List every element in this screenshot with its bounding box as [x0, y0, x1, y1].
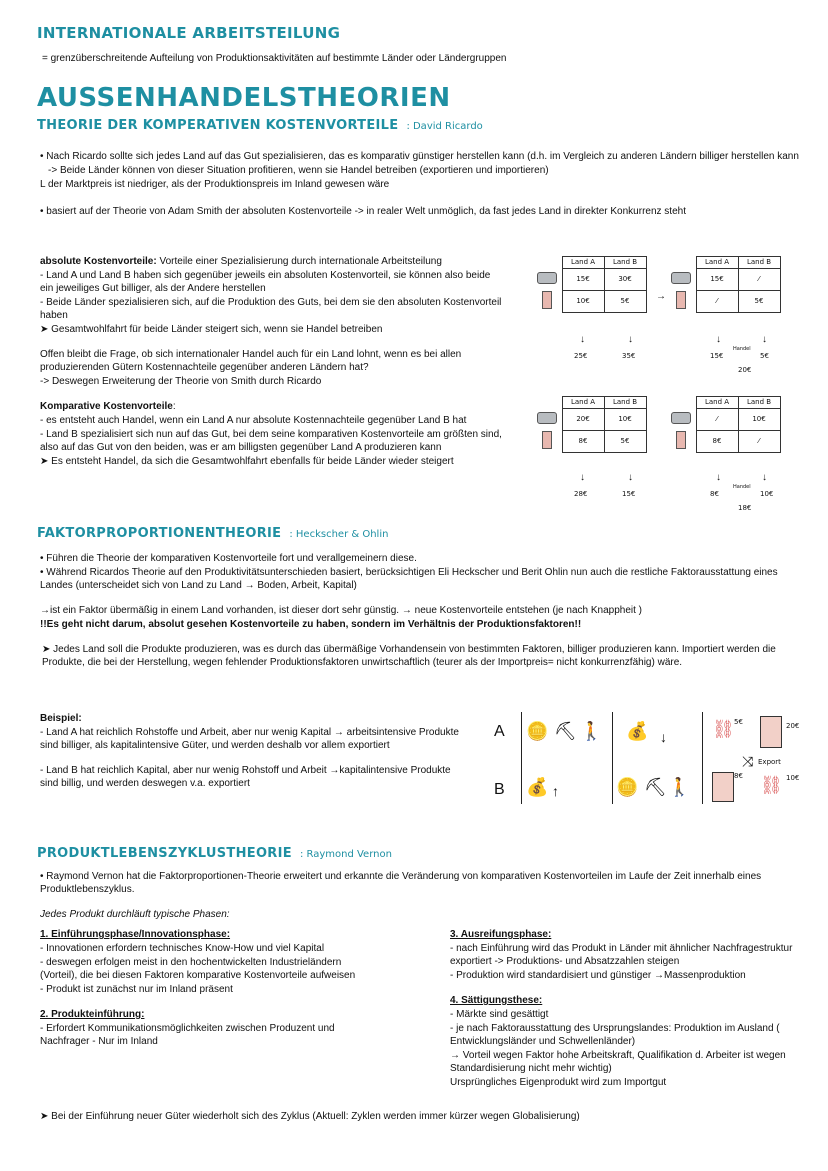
money-bag-icon: 💰	[626, 721, 649, 741]
t1-r2-a: 10€	[562, 291, 604, 313]
cabinet-icon	[542, 291, 552, 309]
t4-r2-a: 8€	[696, 431, 738, 453]
subtitle-text: THEORIE DER KOMPERATIVEN KOSTENVORTEILE	[37, 118, 399, 133]
arbeitsteilung-definition: = grenzüberschreitende Aufteilung von Produktionsaktivitäten auf bestimmte Länder oder Ländergruppen	[42, 53, 507, 64]
produkt-intro	[40, 870, 800, 922]
t4-head-b: Land B	[738, 397, 780, 409]
price-3: 8€	[734, 772, 743, 780]
t2-sum-b: 5€	[760, 352, 769, 360]
t1-head-a: Land A	[562, 257, 604, 269]
faktor-p1: • Führen die Theorie der komparativen Kostenvorteile fort und verallgemeinern diese.	[40, 553, 417, 564]
t3-r2-a: 8€	[562, 431, 604, 453]
phases-right	[450, 928, 795, 1090]
t3-sum-b: 15€	[622, 490, 636, 498]
faktor-p2: • Während Ricardos Theorie auf den Produktivitätsunterschieden basiert, berücksichtigen Eli Heckscher und Berit Ohlin nun auch die restliche Faktorausstattung eines Landes (unterscheidet sich von Land zu Land → Boden, Arbeit, Kapital)	[40, 567, 778, 591]
price-2: 20€	[786, 722, 800, 730]
price-4: 10€	[786, 774, 800, 782]
t2-head-b: Land B	[738, 257, 780, 269]
down-arrow-icon: ↓	[628, 472, 633, 483]
fabric-icon: ⛓	[712, 719, 735, 739]
down-arrow-icon: ↓	[580, 334, 585, 345]
komp-1: - es entsteht auch Handel, wenn ein Land A nur absolute Kostennachteile gegenüber Land B hat	[40, 415, 467, 426]
beispiel-label: Beispiel:	[40, 713, 82, 724]
phase-2-a: - Erfordert Kommunikationsmöglichkeiten zwischen Produzent und Nachfrager - Nur im Inland	[40, 1023, 335, 1047]
cabinet-icon	[542, 431, 552, 449]
sofa-icon	[671, 412, 691, 424]
abs-2: - Beide Länder spezialisieren sich, auf die Produktion des Guts, bei dem sie den absoluten Kostenvorteil haben	[40, 297, 502, 321]
divider	[702, 712, 703, 804]
worker-icon: ⛏	[644, 777, 667, 797]
export-label: Export	[758, 758, 781, 766]
abs-1: - Land A und Land B haben sich gegenüber jeweils ein absoluten Kostenvorteil, sie können also beide ein jeweiliges Gut billiger, als der Andere herstellen	[40, 270, 491, 294]
right-arrow-icon: →	[656, 291, 666, 302]
produkt-phases-intro: Jedes Produkt durchläuft typische Phasen:	[40, 909, 230, 920]
down-arrow-icon: ↓	[580, 472, 585, 483]
phases-left	[40, 928, 370, 1049]
t4-r1-b: 10€	[738, 409, 780, 431]
section-title-faktor	[37, 526, 388, 543]
t1-r1-a: 15€	[562, 269, 604, 291]
down-arrow-icon: ↓	[716, 472, 721, 483]
cross-arrow-icon: ⤨	[742, 753, 754, 769]
section-title-arbeitsteilung: INTERNATIONALE ARBEITSTEILUNG	[37, 24, 341, 42]
down-arrow-icon: ↓	[628, 334, 633, 345]
produkt-title: PRODUKTLEBENSZYKLUSTHEORIE	[37, 846, 292, 861]
author-ricardo: : David Ricardo	[406, 121, 483, 132]
t3-head-a: Land A	[562, 397, 604, 409]
price-1: 5€	[734, 718, 743, 726]
beispiel	[40, 712, 465, 791]
t4-sum-b: 10€	[760, 490, 774, 498]
t3-head-b: Land B	[604, 397, 646, 409]
cost-table-4	[666, 396, 781, 453]
faktor-title: FAKTORPROPORTIONENTHEORIE	[37, 526, 282, 541]
t1-sum-b: 35€	[622, 352, 636, 360]
komp-2: - Land B spezialisiert sich nun auf das Gut, bei dem seine komparativen Kostenvorteile am größten sind, also auf das Gut von den beiden, was er am billigsten gegenüber Land A produzieren kann	[40, 429, 502, 453]
t4-r2-b: ⁄	[738, 431, 780, 453]
down-arrow-icon: ↓	[762, 334, 767, 345]
cabinet-icon	[760, 716, 782, 748]
t2-r2-b: 5€	[738, 291, 780, 313]
phase-4-a: - Märkte sind gesättigt	[450, 1009, 549, 1020]
up-arrow-icon: ↑	[552, 783, 559, 799]
komp-label: Komparative Kostenvorteile	[40, 401, 173, 412]
subtitle-ricardo	[37, 118, 483, 135]
t2-head-a: Land A	[696, 257, 738, 269]
abs-rest: Vorteile einer Spezialisierung durch internationale Arbeitsteilung	[156, 256, 442, 267]
row-label-a: A	[494, 723, 505, 740]
worker-icon: 🚶	[668, 777, 691, 797]
t3-r2-b: 5€	[604, 431, 646, 453]
section-title-aussenhandel: AUSSENHANDELSTHEORIEN	[37, 83, 451, 113]
faktor-text	[40, 552, 780, 670]
phase-3-a: - nach Einführung wird das Produkt in Länder mit ähnlicher Nachfragestruktur exportiert -> Produktions- und Absatzzahlen steigen	[450, 943, 793, 967]
row-label-b: B	[494, 781, 505, 798]
t1-r2-b: 5€	[604, 291, 646, 313]
down-arrow-icon: ↓	[762, 472, 767, 483]
produkt-p1: • Raymond Vernon hat die Faktorproportionen-Theorie erweitert und erkannte die Veränderung von komparativen Kostenvorteilen im Laufe der Zeit innerhalb eines Produktlebenszyklus.	[40, 871, 762, 895]
phase-1-title: 1. Einführungsphase/Innovationsphase:	[40, 929, 231, 940]
faktor-p5: ➤ Jedes Land soll die Produkte produzieren, was es durch das übermäßige Vorhandensein von bestimmten Faktoren, billiger produzieren kann. Importiert werden die Produkte, die bei der Herstellung, wegen fehlender Produktionsfaktoren unwirtschaftlich (teurer als der Importpreis= nicht konkurrenzfähig) wäre.	[42, 644, 776, 668]
ricardo-p4: • basiert auf der Theorie von Adam Smith der absoluten Kostenvorteile -> in realer Welt unmöglich, da fast jedes Land in direkter Konkurrenz steht	[40, 206, 686, 217]
faktor-p3: →ist ein Faktor übermäßig in einem Land vorhanden, ist dieser dort sehr günstig. → neue Kostenvorteile entstehen (je nach Knappheit )	[40, 605, 643, 616]
phase-2-title: 2. Produkteinführung:	[40, 1009, 145, 1020]
phase-1-b: - deswegen erfolgen meist in den hochentwickelten Industrieländern (Vorteil), die bei diesen Faktoren komparative Kostenvorteile aufweisen	[40, 957, 356, 981]
beispiel-2: - Land B hat reichlich Kapital, aber nur wenig Rohstoff und Arbeit →kapitalintensive Produkte sind billig, und werden deswegen v.a. exportiert	[40, 765, 451, 789]
phase-3-b: - Produktion wird standardisiert und günstiger →Massenproduktion	[450, 970, 746, 981]
cost-table-2	[666, 256, 781, 313]
abs-3: ➤ Gesamtwohlfahrt für beide Länder steigert sich, wenn sie Handel betreiben	[40, 324, 383, 335]
t2-r1-b: ⁄	[738, 269, 780, 291]
produkt-final: ➤ Bei der Einführung neuer Güter wiederholt sich des Zyklus (Aktuell: Zyklen werden immer kürzer wegen Globalisierung)	[40, 1111, 580, 1122]
phase-4-title: 4. Sättigungsthese:	[450, 995, 543, 1006]
divider	[521, 712, 522, 804]
t4-sum-a: 8€	[710, 490, 719, 498]
question-2: -> Deswegen Erweiterung der Theorie von Smith durch Ricardo	[40, 376, 322, 387]
t4-total: 18€	[738, 504, 752, 512]
question-1: Offen bleibt die Frage, ob sich internationaler Handel auch für ein Land lohnt, wenn es bei allen produzierenden Gütern Kostennachteile gegenüber anderen Ländern hat?	[40, 349, 462, 373]
phase-4-b: - je nach Faktorausstattung des Ursprungslandes: Produktion im Ausland ( Entwicklungsländer und Schwellenländer)	[450, 1023, 780, 1047]
t4-head-a: Land A	[696, 397, 738, 409]
komp-colon: :	[172, 401, 176, 412]
t2-total: 20€	[738, 366, 752, 374]
ricardo-intro	[40, 150, 800, 219]
cabinet-icon	[712, 772, 734, 802]
t1-r1-b: 30€	[604, 269, 646, 291]
ricardo-p1: • Nach Ricardo sollte sich jedes Land auf das Gut spezialisieren, das es komparativ günstiger herstellen kann (d.h. im Vergleich zu anderen Ländern billiger herstellen kann	[40, 151, 799, 162]
t3-r1-a: 20€	[562, 409, 604, 431]
cabinet-icon	[676, 291, 686, 309]
t1-sum-a: 25€	[574, 352, 588, 360]
ricardo-p2: -> Beide Länder können von dieser Situation profitieren, wenn sie Handel betreiben (exportieren und importieren)	[48, 165, 549, 176]
cabinet-icon	[676, 431, 686, 449]
down-arrow-icon: ↓	[660, 729, 667, 745]
abs-label: absolute Kostenvorteile:	[40, 256, 157, 267]
t3-sum-a: 28€	[574, 490, 588, 498]
t4-r1-a: ⁄	[696, 409, 738, 431]
author-heckscher: : Heckscher & Ohlin	[289, 529, 389, 540]
sofa-icon	[537, 412, 557, 424]
beispiel-1: - Land A hat reichlich Rohstoffe und Arbeit, aber nur wenig Kapital → arbeitsintensive Produkte sind billiger, als kapitalintensive Güter, und werden deshalb vor allem exportiert	[40, 727, 459, 751]
sofa-icon	[671, 272, 691, 284]
worker-icon: 🚶	[580, 721, 603, 741]
worker-icon: ⛏	[554, 721, 577, 741]
komp-3: ➤ Es entsteht Handel, da sich die Gesamtwohlfahrt ebenfalls für beide Länder wieder steigert	[40, 456, 454, 467]
absolute-kostenvorteile	[40, 255, 502, 469]
phase-1-a: - Innovationen erfordern technisches Know-How und viel Kapital	[40, 943, 325, 954]
phase-4-d: Ursprüngliches Eigenprodukt wird zum Importgut	[450, 1077, 667, 1088]
cost-table-1	[532, 256, 647, 313]
t2-handel: Handel	[733, 346, 751, 352]
t2-r2-a: ⁄	[696, 291, 738, 313]
phase-3-title: 3. Ausreifungsphase:	[450, 929, 552, 940]
phase-1-c: - Produkt ist zunächst nur im Inland präsent	[40, 984, 233, 995]
money-bag-icon: 💰	[526, 777, 549, 797]
coins-icon: 🪙	[526, 721, 549, 741]
faktor-p4: !!Es geht nicht darum, absolut gesehen Kostenvorteile zu haben, sondern im Verhältnis der Produktionsfaktoren!!	[40, 619, 582, 630]
divider	[612, 712, 613, 804]
fabric-icon: ⛓	[760, 775, 783, 795]
ricardo-p3: L der Marktpreis ist niedriger, als der Produktionspreis im Inland gewesen wäre	[40, 179, 390, 190]
author-vernon: : Raymond Vernon	[299, 849, 392, 860]
t2-sum-a: 15€	[710, 352, 724, 360]
sofa-icon	[537, 272, 557, 284]
coins-icon: 🪙	[616, 777, 639, 797]
section-title-produkt	[37, 846, 392, 863]
phase-4-c: → Vorteil wegen Faktor hohe Arbeitskraft, Qualifikation d. Arbeiter ist wegen Standardisierung nicht mehr wichtig)	[450, 1050, 786, 1074]
cost-table-3	[532, 396, 647, 453]
t1-head-b: Land B	[604, 257, 646, 269]
t2-r1-a: 15€	[696, 269, 738, 291]
t3-r1-b: 10€	[604, 409, 646, 431]
down-arrow-icon: ↓	[716, 334, 721, 345]
t4-handel: Handel	[733, 484, 751, 490]
